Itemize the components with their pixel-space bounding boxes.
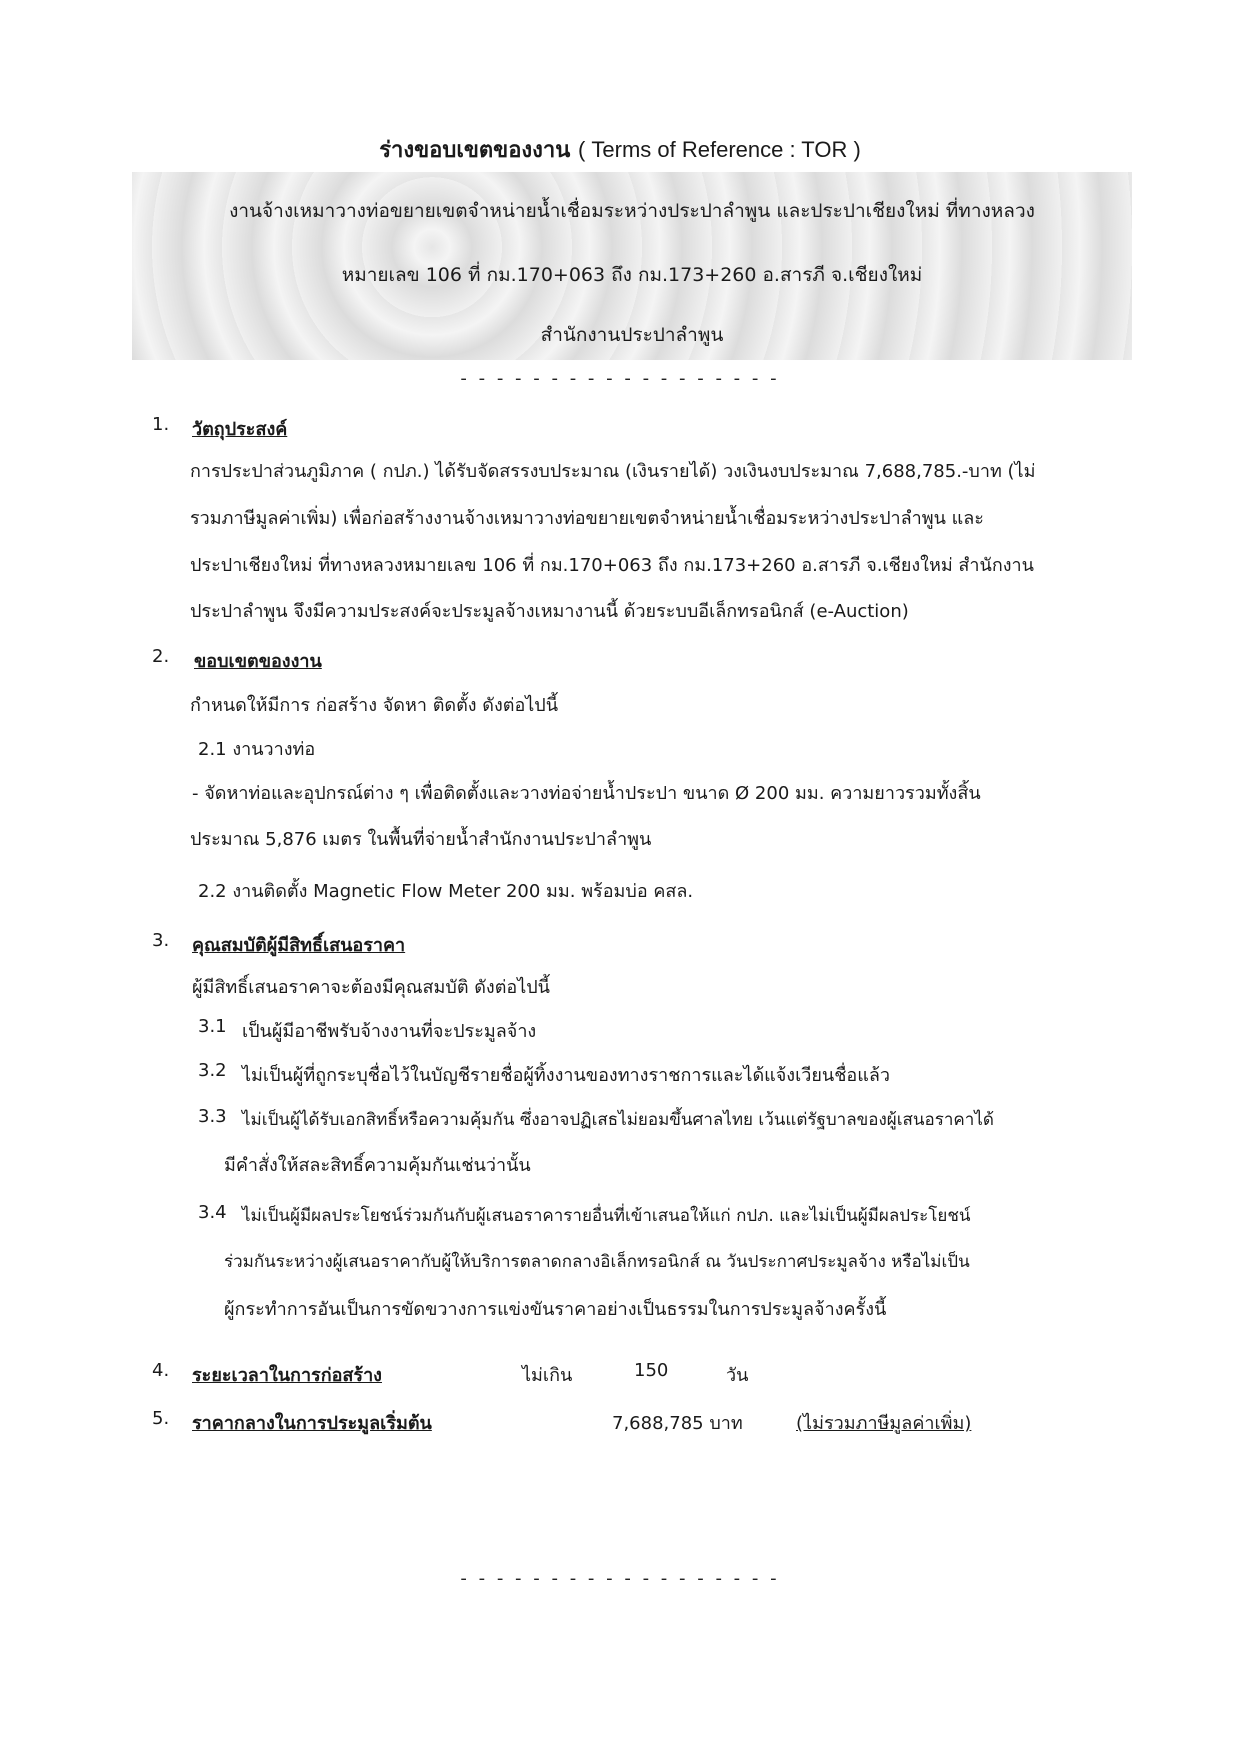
section2-item2: 2.2 งานติดตั้ง Magnetic Flow Meter 200 มม. พร้อมบ่อ คสล. bbox=[198, 881, 694, 902]
project-banner bbox=[132, 172, 1132, 360]
section1-line-2: รวมภาษีมูลค่าเพิ่ม) เพื่อก่อสร้างงานจ้างเหมาวางท่อขยายเขตจำหน่ายน้ำเชื่อมระหว่างประปาลำพูน และ bbox=[190, 508, 984, 529]
section1-number: 1. bbox=[152, 414, 170, 435]
section3-item-line: ร่วมกันระหว่างผู้เสนอราคากับผู้ให้บริการตลาดกลางอิเล็กทรอนิกส์ ณ วันประกาศประมูลจ้าง หรือไม่เป็น bbox=[224, 1252, 970, 1272]
banner-line-3: สำนักงานประปาลำพูน bbox=[540, 324, 724, 346]
section4-value: 150 bbox=[634, 1360, 669, 1381]
section4-limit-label: ไม่เกิน bbox=[522, 1365, 573, 1386]
section5-number: 5. bbox=[152, 1408, 170, 1429]
section5-value: 7,688,785 บาท bbox=[612, 1413, 743, 1434]
section2-heading: ขอบเขตของงาน bbox=[194, 651, 322, 672]
section2-number: 2. bbox=[152, 646, 170, 667]
section2-intro: กำหนดให้มีการ ก่อสร้าง จัดหา ติดตั้ง ดังต่อไปนี้ bbox=[190, 695, 559, 716]
section4-number: 4. bbox=[152, 1360, 170, 1381]
section1-line-3: ประปาเชียงใหม่ ที่ทางหลวงหมายเลข 106 ที่ กม.170+063 ถึง กม.173+260 อ.สารภี จ.เชียงใหม่ สำนักงาน bbox=[190, 555, 1034, 576]
section5-note: (ไม่รวมภาษีมูลค่าเพิ่ม) bbox=[796, 1413, 972, 1434]
section2-item1-line-1: - จัดหาท่อและอุปกรณ์ต่าง ๆ เพื่อติดตั้งและวางท่อจ่ายน้ำประปา ขนาด Ø 200 มม. ความยาวรวมทั้งสิ้น bbox=[192, 783, 981, 804]
banner-line-1: งานจ้างเหมาวางท่อขยายเขตจำหน่ายน้ำเชื่อมระหว่างประปาลำพูน และประปาเชียงใหม่ ที่ทางหลวง bbox=[229, 200, 1035, 222]
banner-line-2: หมายเลข 106 ที่ กม.170+063 ถึง กม.173+260 อ.สารภี จ.เชียงใหม่ bbox=[341, 264, 923, 286]
section1-line-1: การประปาส่วนภูมิภาค ( กปภ.) ได้รับจัดสรรงบประมาณ (เงินรายได้) วงเงินงบประมาณ 7,688,785.-บาท (ไม่ bbox=[190, 461, 1036, 482]
divider-bottom: - - - - - - - - - - - - - - - - - - bbox=[460, 1568, 780, 1589]
section3-item-number: 3.1 bbox=[198, 1016, 227, 1037]
divider-top: - - - - - - - - - - - - - - - - - - bbox=[460, 368, 780, 389]
section3-item-line: ไม่เป็นผู้ที่ถูกระบุชื่อไว้ในบัญชีรายชื่อผู้ทิ้งงานของทางราชการและได้แจ้งเวียนชื่อแล้ว bbox=[242, 1065, 890, 1086]
section1-heading: วัตถุประสงค์ bbox=[192, 419, 288, 440]
section4-heading: ระยะเวลาในการก่อสร้าง bbox=[192, 1365, 382, 1386]
section3-heading: คุณสมบัติผู้มีสิทธิ์เสนอราคา bbox=[192, 935, 406, 956]
section3-item-line: ไม่เป็นผู้มีผลประโยชน์ร่วมกันกับผู้เสนอราคารายอื่นที่เข้าเสนอให้แก่ กปภ. และไม่เป็นผู้มีผลประโยชน์ bbox=[242, 1206, 971, 1226]
section3-item-number: 3.4 bbox=[198, 1202, 227, 1223]
section3-item-number: 3.2 bbox=[198, 1060, 227, 1081]
section3-item-line: ผู้กระทำการอันเป็นการขัดขวางการแข่งขันราคาอย่างเป็นธรรมในการประมูลจ้างครั้งนี้ bbox=[224, 1299, 887, 1320]
section3-item-line: มีคำสั่งให้สละสิทธิ์ความคุ้มกันเช่นว่านั้น bbox=[224, 1155, 531, 1176]
section3-number: 3. bbox=[152, 930, 170, 951]
section1-line-4: ประปาลำพูน จึงมีความประสงค์จะประมูลจ้างเหมางานนี้ ด้วยระบบอีเล็กทรอนิกส์ (e-Auction) bbox=[190, 601, 909, 622]
section2-item1-label: 2.1 งานวางท่อ bbox=[198, 739, 316, 760]
section5-heading: ราคากลางในการประมูลเริ่มต้น bbox=[192, 1413, 432, 1434]
title-english: ( Terms of Reference : TOR ) bbox=[577, 137, 861, 162]
section2-item1-line-2: ประมาณ 5,876 เมตร ในพื้นที่จ่ายน้ำสำนักงานประปาลำพูน bbox=[190, 829, 652, 850]
section3-item-line: เป็นผู้มีอาชีพรับจ้างงานที่จะประมูลจ้าง bbox=[242, 1021, 537, 1042]
title-thai: ร่างขอบเขตของงาน bbox=[379, 138, 571, 163]
section4-unit: วัน bbox=[726, 1365, 749, 1386]
document-title bbox=[0, 132, 1240, 167]
section3-item-line: ไม่เป็นผู้ได้รับเอกสิทธิ์หรือความคุ้มกัน ซึ่งอาจปฏิเสธไม่ยอมขึ้นศาลไทย เว้นแต่รัฐบาลของผู้เสนอราคาได้ bbox=[242, 1110, 994, 1130]
section3-item-number: 3.3 bbox=[198, 1106, 227, 1127]
section3-intro: ผู้มีสิทธิ์เสนอราคาจะต้องมีคุณสมบัติ ดังต่อไปนี้ bbox=[192, 977, 550, 998]
